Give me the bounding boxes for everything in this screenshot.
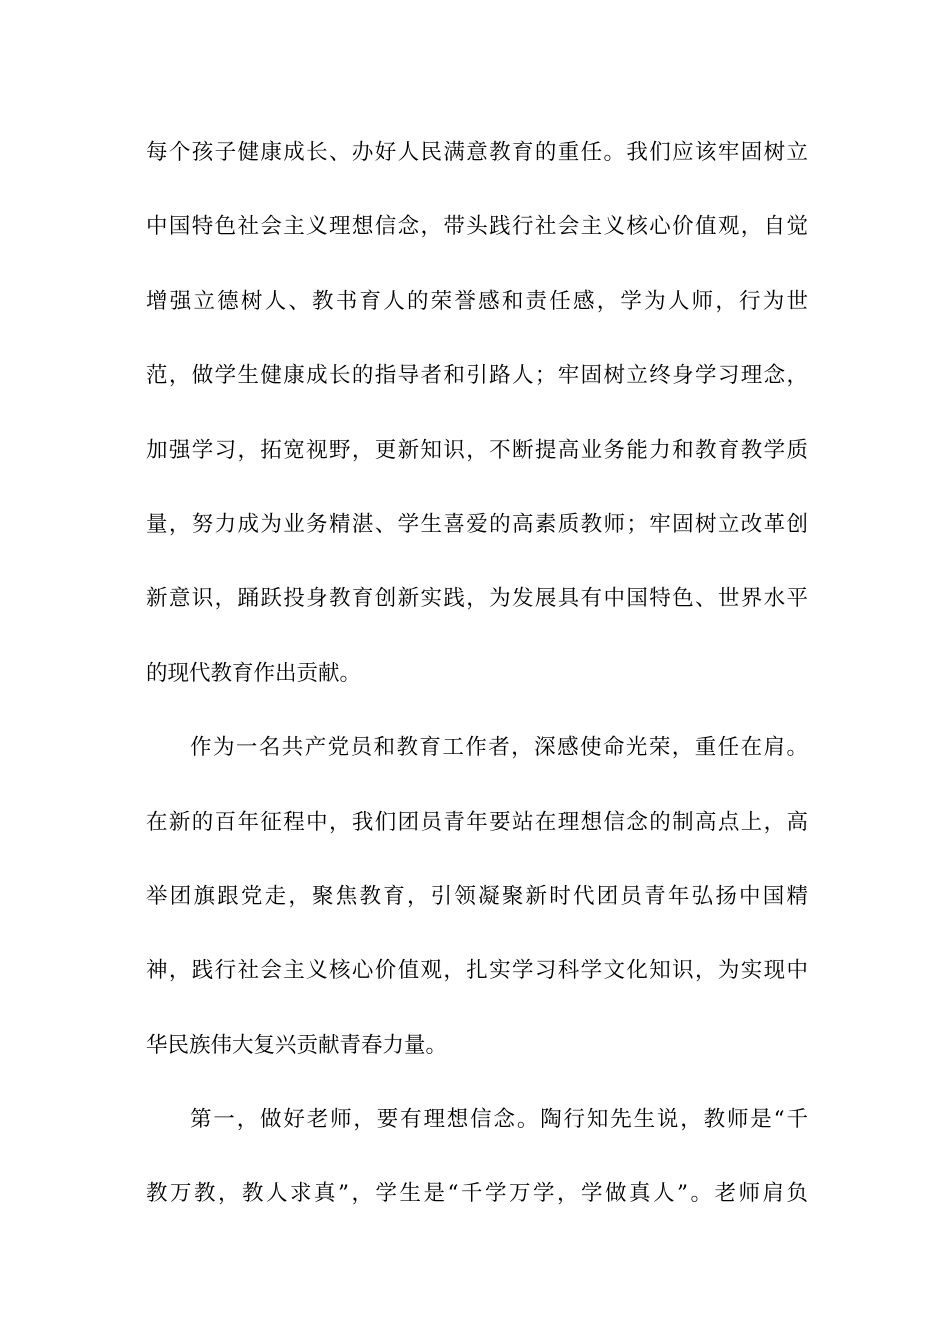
text-line: 华民族伟大复兴贡献青春力量。 [146, 1032, 448, 1058]
text-line: 范，做学生健康成长的指导者和引路人；牢固树立终身学习理念， [146, 363, 808, 389]
text-line: 在新的百年征程中，我们团员青年要站在理想信念的制高点上，高 [146, 809, 808, 835]
text-line: 教万教，教人求真”，学生是“千学万学，学做真人”。老师肩负 [146, 1181, 808, 1207]
text-line: 神，践行社会主义核心价值观，扎实学习科学文化知识，为实现中 [146, 958, 808, 984]
text-line: 第一，做好老师，要有理想信念。陶行知先生说，教师是“千 [190, 1107, 808, 1133]
text-line: 加强学习，拓宽视野，更新知识，不断提高业务能力和教育教学质 [146, 437, 808, 463]
text-line: 每个孩子健康成长、办好人民满意教育的重任。我们应该牢固树立 [146, 140, 808, 165]
text-line: 的现代教育作出贡献。 [146, 660, 362, 686]
text-line: 量，努力成为业务精湛、学生喜爱的高素质教师；牢固树立改革创 [146, 511, 808, 537]
text-line: 作为一名共产党员和教育工作者，深感使命光荣，重任在肩。 [190, 735, 808, 761]
body-text [146, 133, 808, 1249]
text-line: 增强立德树人、教书育人的荣誉感和责任感，学为人师，行为世 [146, 288, 808, 314]
text-line: 举团旗跟党走，聚焦教育，引领凝聚新时代团员青年弘扬中国精 [146, 883, 808, 909]
text-line: 新意识，踊跃投身教育创新实践，为发展具有中国特色、世界水平 [146, 586, 808, 612]
text-line: 中国特色社会主义理想信念，带头践行社会主义核心价值观，自觉 [146, 214, 808, 240]
